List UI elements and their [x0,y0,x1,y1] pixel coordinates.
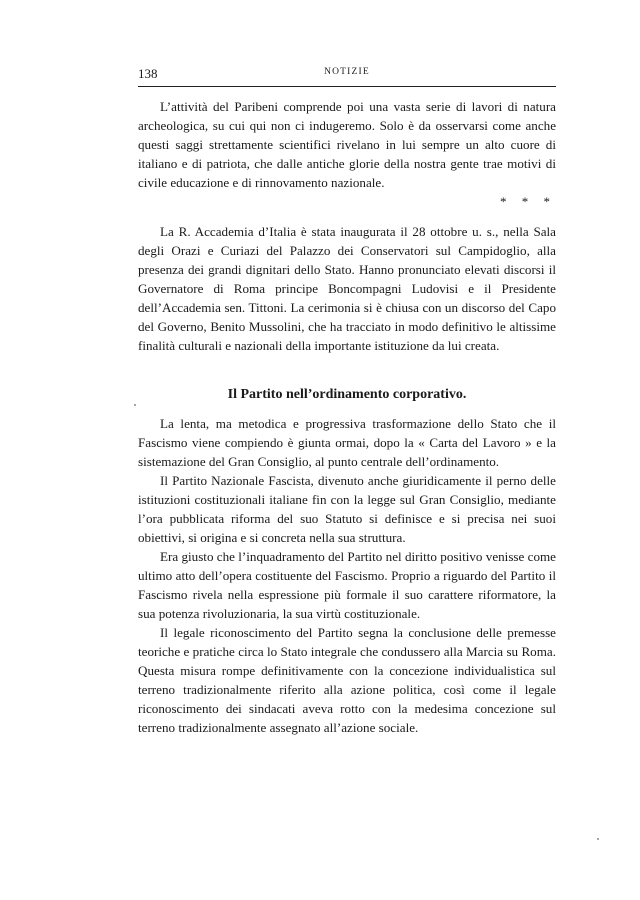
page [138,66,556,737]
page-header [138,66,556,84]
section-separator: * * * [500,194,556,209]
running-head: NOTIZIE [324,67,370,77]
section-title: Il Partito nell’ordinamento corporativo. [227,387,467,402]
header-rule [138,86,556,87]
paragraph-section-4: Il legale riconoscimento del Partito segna la conclusione delle premesse teoriche e pratiche circa lo Stato integrale che condussero alla Marcia su Roma. Questa misura rompe definitivamente con la concezione individualistica sul terreno tradizionalmente riferito alla azione politica, così come il legale riconoscimento dei sindacati aveva rotto con la medesima concezione sul terreno tradizionalmente assegnato all’azione sociale. [138,625,556,735]
body-text [138,97,556,737]
paragraph-accademia: La R. Accademia d’Italia è stata inaugurata il 28 ottobre u. s., nella Sala degli Orazi e Curiazi del Palazzo dei Conservatori sul Campidoglio, alla presenza dei grandi dignitari dello Stato. Hanno pronunciato elevati discorsi il Governatore di Roma principe Boncompagni Ludovisi e il Presidente dell’Accademia sen. Tittoni. La cerimonia si è chiusa con un discorso del Capo del Governo, Benito Mussolini, che ha tracciato in modo definitivo le altissime finalità culturali e nazionali della importante istituzione da lui creata. [138,224,556,353]
paragraph-section-1: La lenta, ma metodica e progressiva trasformazione dello Stato che il Fascismo viene compiendo è giunta ormai, dopo la « Carta del Lavoro » e la sistemazione del Gran Consiglio, al punto centrale dell’ordinamento. [138,416,556,469]
paragraph-section-3: Era giusto che l’inquadramento del Partito nel diritto positivo venisse come ultimo atto dell’opera costituente del Fascismo. Proprio a riguardo del Partito il Fascismo rivela nella espressione più formale il suo carattere riformatore, la sua potenza rivoluzionaria, la sua virtù costituzionale. [138,549,556,621]
paragraph-paribeni: L’attività del Paribeni comprende poi una vasta serie di lavori di natura archeologica, su cui qui non ci indugeremo. Solo è da osservarsi come anche questi saggi strettamente scientifici rivelano in lui sempre un alto cuore di italiano e di patriota, che dalle antiche glorie della nostra gente trae motivi di civile educazione e di rinnovamento nazionale. [138,99,556,190]
ink-speck [134,404,136,406]
page-number: 138 [138,66,158,81]
paragraph-section-2: Il Partito Nazionale Fascista, divenuto anche giuridicamente il perno delle istituzioni costituzionali italiane fin con la legge sul Gran Consiglio, mediante l’ora pubblicata riforma del suo Statuto si definisce e si precisa nei suoi obiettivi, si origina e si concreta nella sua struttura. [138,473,556,545]
ink-speck [597,838,599,840]
